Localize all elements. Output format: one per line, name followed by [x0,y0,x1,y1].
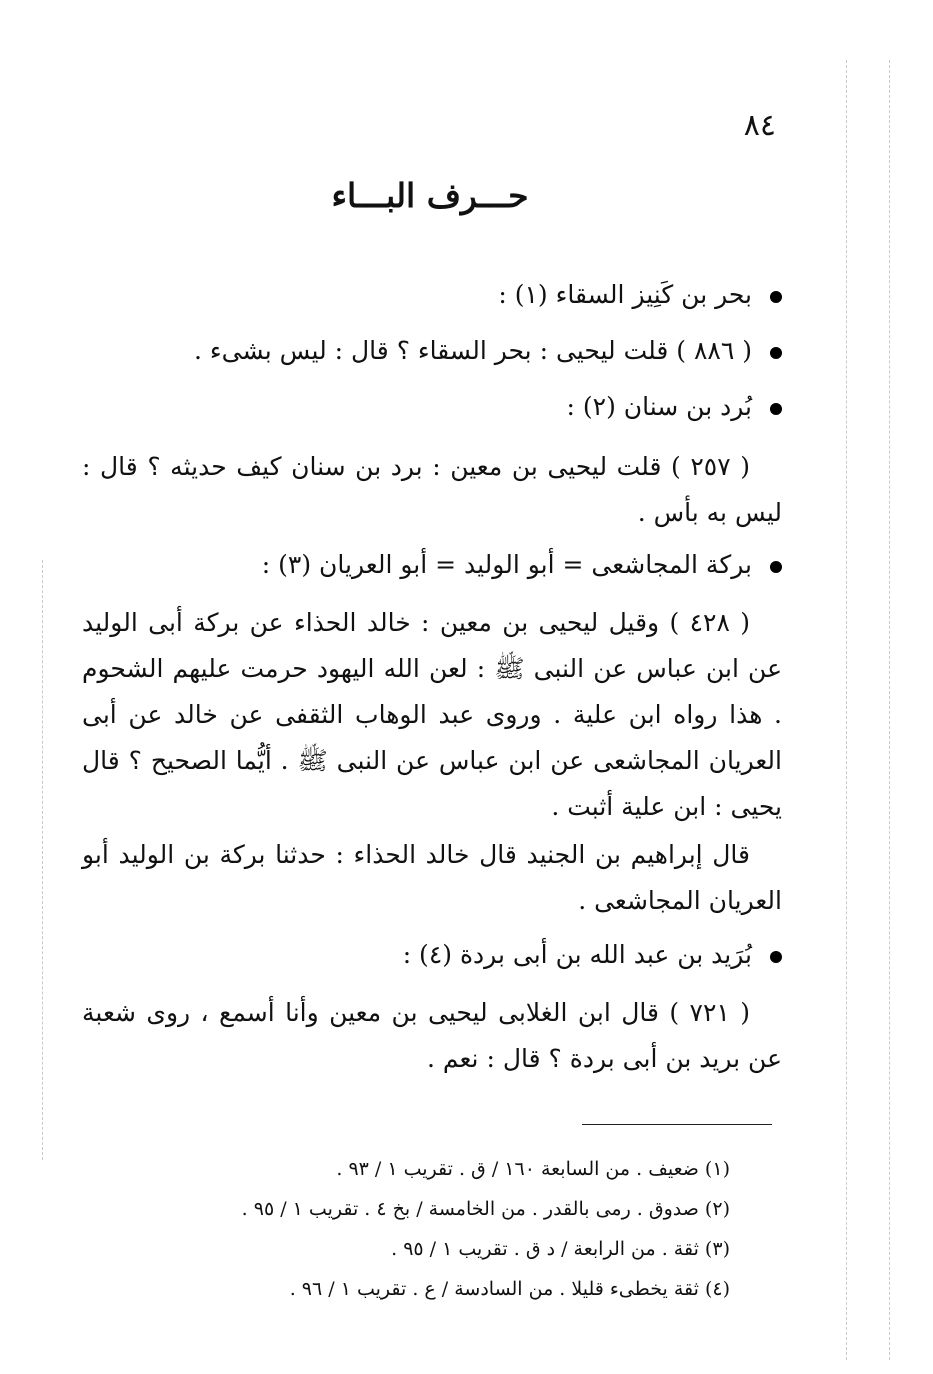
narration-paragraph: قال إبراهيم بن الجنيد قال خالد الحذاء : حدثنا بركة بن الوليد أبو العريان المجاشعى . [82,840,782,915]
narration-text: ( ٨٨٦ ) قلت ليحيى : بحر السقاء ؟ قال : ليس بشىء . [193,336,752,365]
bullet-icon [770,291,782,303]
bullet-icon [770,951,782,963]
scan-artifact-line [42,560,43,1160]
narrator-name: بُرَيد بن عبد الله بن أبى بردة (٤) : [402,940,752,969]
footnote: (٣) ثقة . من الرابعة / د ق . تقريب ١ / ٩٥ . [391,1238,730,1260]
narration-paragraph: ( ٧٢١ ) قال ابن الغلابى ليحيى بن معين وأنا أسمع ، روى شعبة عن بريد بن أبى بردة ؟ قال : نعم . [82,998,782,1073]
narrator-name: بركة المجاشعى = أبو الوليد = أبو العريان (٣) : [261,550,752,579]
narrator-heading [160,542,782,588]
narration-paragraph: ( ٢٥٧ ) قلت ليحيى بن معين : برد بن سنان كيف حديثه ؟ قال : ليس به بأس . [82,452,782,527]
footnote: (٢) صدوق . رمى بالقدر . من الخامسة / بخ ٤ . تقريب ١ / ٩٥ . [241,1198,730,1220]
page-number: ٨٤ [743,108,776,143]
narrator-name: بحر بن كَنِيز السقاء (١) : [498,280,752,309]
footnote-divider [582,1124,772,1125]
footnote: (٤) ثقة يخطىء قليلا . من السادسة / ع . تقريب ١ / ٩٦ . [289,1278,730,1300]
narrator-heading [160,384,782,430]
bullet-icon [770,347,782,359]
narrator-heading [160,272,782,318]
narrator-heading [160,932,782,978]
scan-artifact-line [846,60,847,1360]
chapter-title: حـــرف البـــاء [331,176,529,215]
narrator-heading [160,328,782,374]
narrator-name: بُرد بن سنان (٢) : [566,392,752,421]
footnote: (١) ضعيف . من السابعة ١٦٠ / ق . تقريب ١ / ٩٣ . [336,1158,730,1180]
bullet-icon [770,403,782,415]
narration-paragraph: ( ٤٢٨ ) وقيل ليحيى بن معين : خالد الحذاء عن بركة أبى الوليد عن ابن عباس عن النبى ﷺ : لعن الله اليهود حرمت عليهم الشحوم . هذا رواه ابن علية . وروى عبد الوهاب الثقفى عن خالد عن أبى العريان المجاشعى عن ابن عباس عن النبى ﷺ . أيُّما الصحيح ؟ قال يحيى : ابن علية أثبت . [82,608,782,821]
bullet-icon [770,561,782,573]
scan-artifact-line [889,60,890,1360]
